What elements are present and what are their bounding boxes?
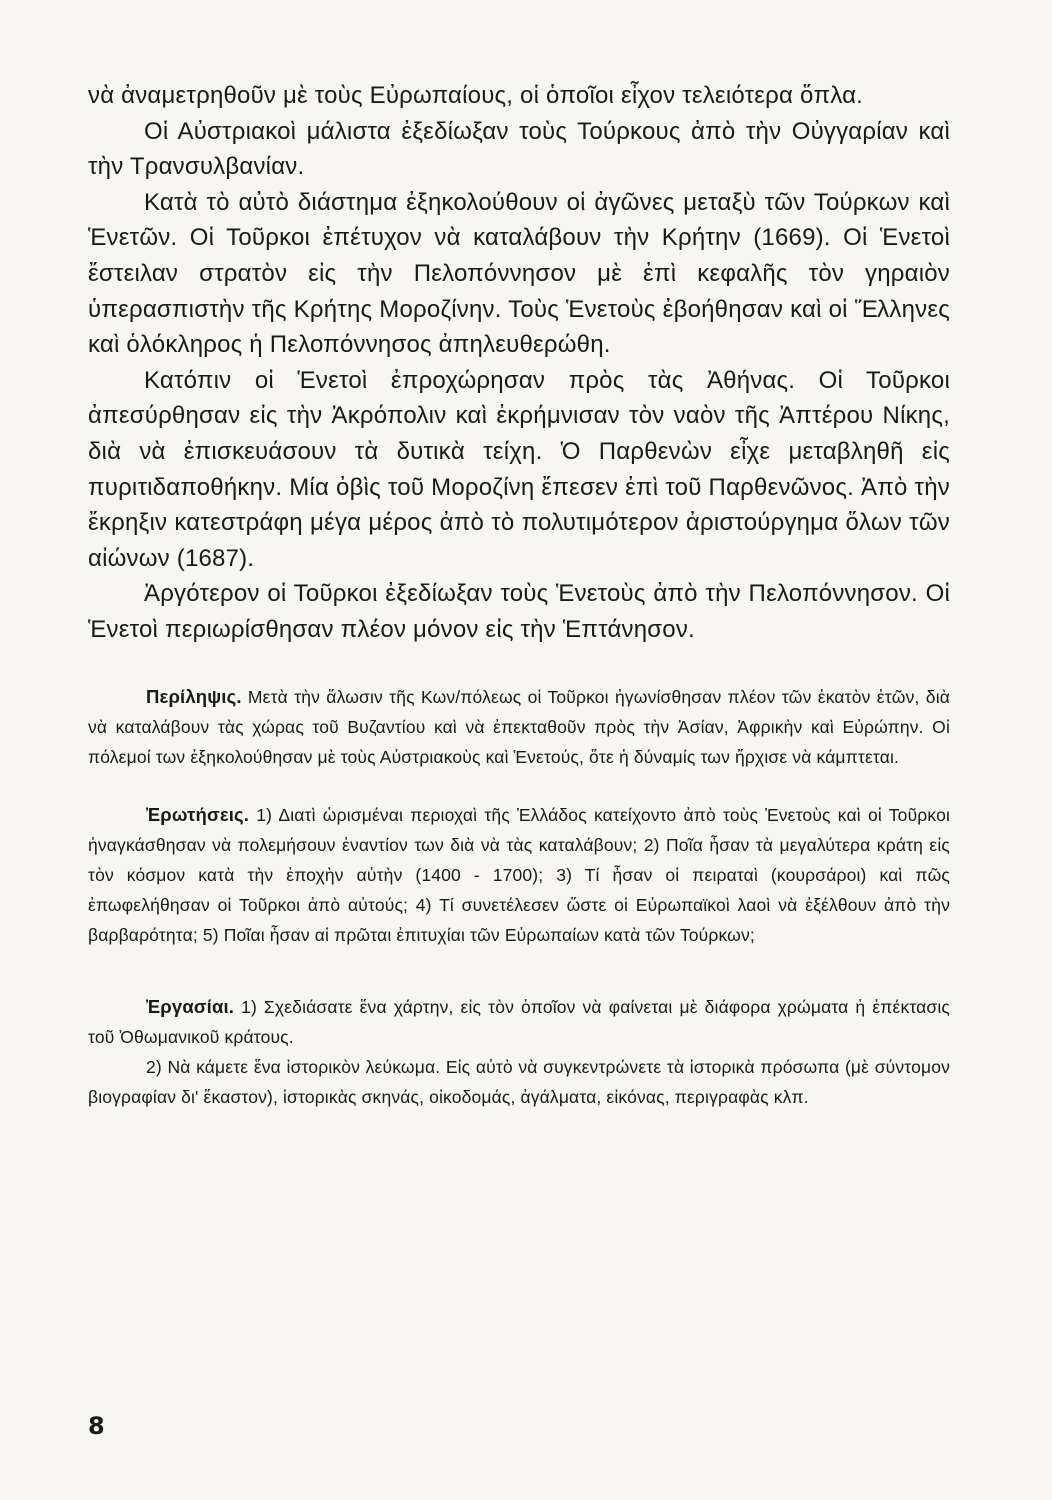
paragraph-3: Κατὰ τὸ αὐτὸ διάστημα ἐξηκολούθουν οἱ ἀγῶνες μεταξὺ τῶν Τούρκων καὶ Ἑνετῶν. Οἱ Τοῦρκοι ἐπέτυχον νὰ καταλάβουν τὴν Κρήτην (1669). Οἱ Ἑνετοὶ ἔστειλαν στρατὸν εἰς τὴν Πελοπόννησον μὲ ἐπὶ κεφαλῆς τὸν γηραιὸν ὑπερασπιστὴν τῆς Κρήτης Μοροζίνην. Τοὺς Ἑνετοὺς ἐβοήθησαν καὶ οἱ Ἕλληνες καὶ ὁλόκληρος ἡ Πελοπόννησος ἀπηλευθερώθη. [88, 188, 950, 359]
summary-section [88, 682, 950, 772]
works-item-1: 1) Σχεδιάσατε ἕνα χάρτην, εἰς τὸν ὁποῖον νὰ φαίνεται μὲ διάφορα χρώματα ἡ ἐπέκτασις τοῦ Ὀθωμανικοῦ κράτους. [88, 996, 950, 1047]
paragraph-5: Ἀργότερον οἱ Τοῦρκοι ἐξεδίωξαν τοὺς Ἑνετοὺς ἀπὸ τὴν Πελοπόννησον. Οἱ Ἑνετοὶ περιωρίσθησαν πλέον μόνον εἰς τὴν Ἑπτάνησον. [88, 580, 950, 643]
paragraph-2: Οἱ Αὐστριακοὶ μάλιστα ἐξεδίωξαν τοὺς Τούρκους ἀπὸ τὴν Οὐγγαρίαν καὶ τὴν Τρανσυλβανίαν. [88, 117, 950, 181]
works-section [88, 992, 950, 1112]
works-heading: Ἐργασίαι. [146, 995, 235, 1017]
questions-text: 1) Διατὶ ὡρισμέναι περιοχαὶ τῆς Ἑλλάδος κατείχοντο ἀπὸ τοὺς Ἑνετοὺς καὶ οἱ Τοῦρκοι ἠναγκάσθησαν νὰ πολεμήσουν ἐναντίον των διὰ νὰ τὰς καταλάβουν; 2) Ποῖα ἦσαν τὰ μεγαλύτερα κράτη εἰς τὸν κόσμον κατὰ τὴν ἐποχὴν αὐτὴν (1400 - 1700); 3) Τί ἦσαν οἱ πειραταὶ (κουρσάροι) καὶ πῶς ἐπωφελήθησαν οἱ Τοῦρκοι ἀπὸ αὐτούς; 4) Τί συνετέλεσεν ὥστε οἱ Εὐρωπαϊκοὶ λαοὶ νὰ ἐξέλθουν ἀπὸ τὴν βαρβαρότητα; 5) Ποῖαι ἦσαν αἱ πρῶται ἐπιτυχίαι τῶν Εὐρωπαίων κατὰ τῶν Τούρκων; [88, 804, 950, 945]
page-number: 8 [88, 1412, 105, 1440]
paragraph-4: Κατόπιν οἱ Ἑνετοὶ ἐπροχώρησαν πρὸς τὰς Ἀθήνας. Οἱ Τοῦρκοι ἀπεσύρθησαν εἰς τὴν Ἀκρόπολιν καὶ ἐκρήμνισαν τὸν ναὸν τῆς Ἀπτέρου Νίκης, διὰ νὰ ἐπισκευάσουν τὰ δυτικὰ τείχη. Ὁ Παρθενὼν εἶχε μεταβληθῆ εἰς πυριτιδαποθήκην. Μία ὀβὶς τοῦ Μοροζίνη ἔπεσεν ἐπὶ τοῦ Παρθενῶνος. Ἀπὸ τὴν ἔκρηξιν κατεστράφη μέγα μέρος ἀπὸ τὸ πολυτιμότερον ἀριστούργημα ὅλων τῶν αἰώνων (1687). [88, 366, 950, 572]
main-text [88, 78, 950, 648]
summary-text: Μετὰ τὴν ἅλωσιν τῆς Κων/πόλεως οἱ Τοῦρκοι ἠγωνίσθησαν πλέον τῶν ἑκατὸν ἐτῶν, διὰ νὰ καταλάβουν τὰς χώρας τοῦ Βυζαντίου καὶ νὰ ἐπεκταθοῦν πρὸς τὴν Ἀσίαν, Ἀφρικὴν καὶ Εὐρώπην. Οἱ πόλεμοί των ἐξηκολούθησαν μὲ τοὺς Αὐστριακοὺς καὶ Ἑνετούς, ὅτε ἡ δύναμίς των ἤρχισε νὰ κάμπτεται. [88, 686, 950, 767]
questions-heading: Ἐρωτήσεις. [146, 803, 250, 825]
page-content [88, 78, 950, 1112]
summary-heading: Περίληψις. [146, 685, 242, 707]
works-item-2: 2) Νὰ κάμετε ἕνα ἱστορικὸν λεύκωμα. Εἰς αὐτὸ νὰ συγκεντρώνετε τὰ ἱστορικὰ πρόσωπα (μὲ σύντομον βιογραφίαν δι' ἕκαστον), ἱστορικὰς σκηνάς, οἰκοδομάς, ἀγάλματα, εἰκόνας, περιγραφὰς κλπ. [88, 1056, 950, 1107]
questions-section [88, 800, 950, 950]
paragraph-1: νὰ ἀναμετρηθοῦν μὲ τοὺς Εὐρωπαίους, οἱ ὁποῖοι εἶχον τελειότερα ὅπλα. [88, 82, 864, 109]
